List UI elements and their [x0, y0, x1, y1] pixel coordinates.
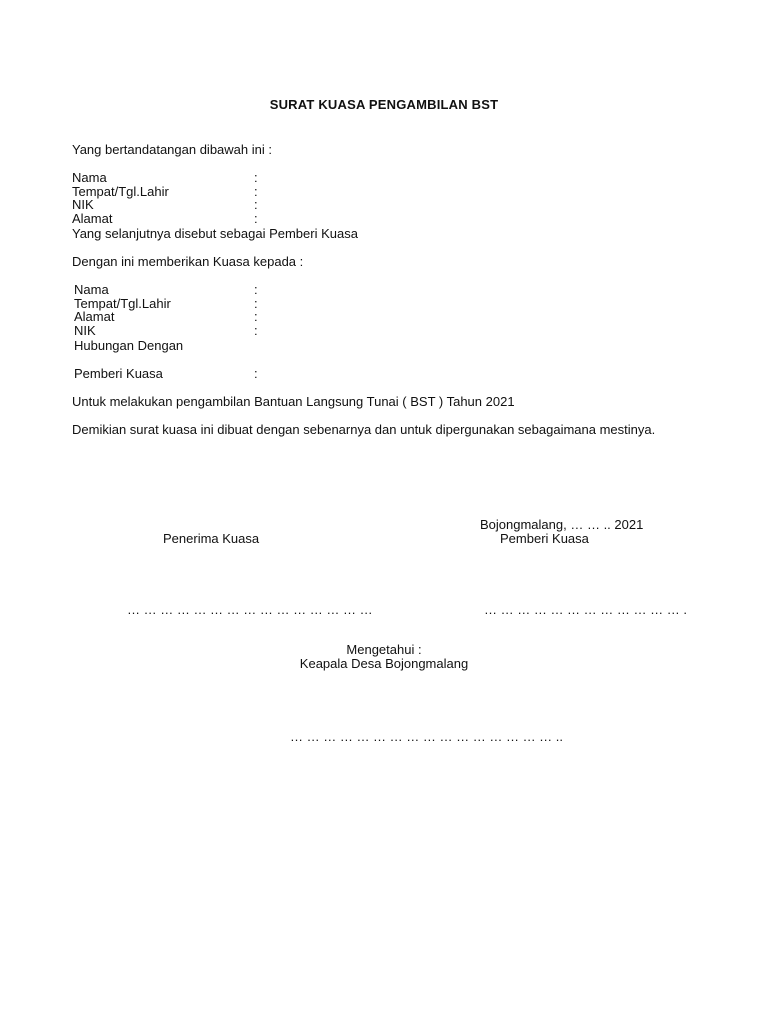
village-head-signature-line: … … … … … … … … … … … … … … … … .. — [290, 729, 564, 744]
grantee-nik-colon: : — [254, 323, 258, 338]
grantee-relation-label: Hubungan Dengan — [74, 338, 184, 353]
grantee-name-label: Nama — [74, 282, 109, 297]
acknowledge-label: Mengetahui : — [346, 642, 422, 657]
giver-signature-line: … … … … … … … … … … … … . — [484, 602, 687, 617]
grantee-nik-label: NIK — [74, 323, 96, 338]
grantor-name-label: Nama — [72, 170, 107, 185]
letter-title: SURAT KUASA PENGAMBILAN BST — [269, 97, 499, 112]
relation-giver-label: Pemberi Kuasa — [74, 366, 163, 381]
grant-intro: Dengan ini memberikan Kuasa kepada : — [72, 254, 304, 269]
grantee-birth-label: Tempat/Tgl.Lahir — [74, 296, 171, 311]
grantee-name-colon: : — [254, 282, 258, 297]
grantor-birth-label: Tempat/Tgl.Lahir — [72, 184, 169, 199]
grantor-nik-colon: : — [254, 197, 258, 212]
closing-text: Demikian surat kuasa ini dibuat dengan sebenarnya dan untuk dipergunakan sebagaimana mestinya. — [72, 422, 656, 437]
grantee-address-label: Alamat — [74, 309, 115, 324]
grantor-nik-label: NIK — [72, 197, 94, 212]
village-head-label: Keapala Desa Bojongmalang — [299, 656, 469, 671]
grantor-note: Yang selanjutnya disebut sebagai Pemberi Kuasa — [72, 226, 358, 241]
purpose-text: Untuk melakukan pengambilan Bantuan Langsung Tunai ( BST ) Tahun 2021 — [72, 394, 515, 409]
receiver-label: Penerima Kuasa — [163, 531, 260, 546]
grantor-address-colon: : — [254, 211, 258, 226]
grantor-birth-colon: : — [254, 184, 258, 199]
grantor-name-colon: : — [254, 170, 258, 185]
grantee-birth-colon: : — [254, 296, 258, 311]
giver-label: Pemberi Kuasa — [500, 531, 589, 546]
grantor-address-label: Alamat — [72, 211, 113, 226]
grantee-address-colon: : — [254, 309, 258, 324]
place-date: Bojongmalang, … … .. 2021 — [480, 517, 644, 532]
relation-giver-colon: : — [254, 366, 258, 381]
intro-text: Yang bertandatangan dibawah ini : — [72, 142, 272, 157]
receiver-signature-line: … … … … … … … … … … … … … … … — [127, 602, 373, 617]
